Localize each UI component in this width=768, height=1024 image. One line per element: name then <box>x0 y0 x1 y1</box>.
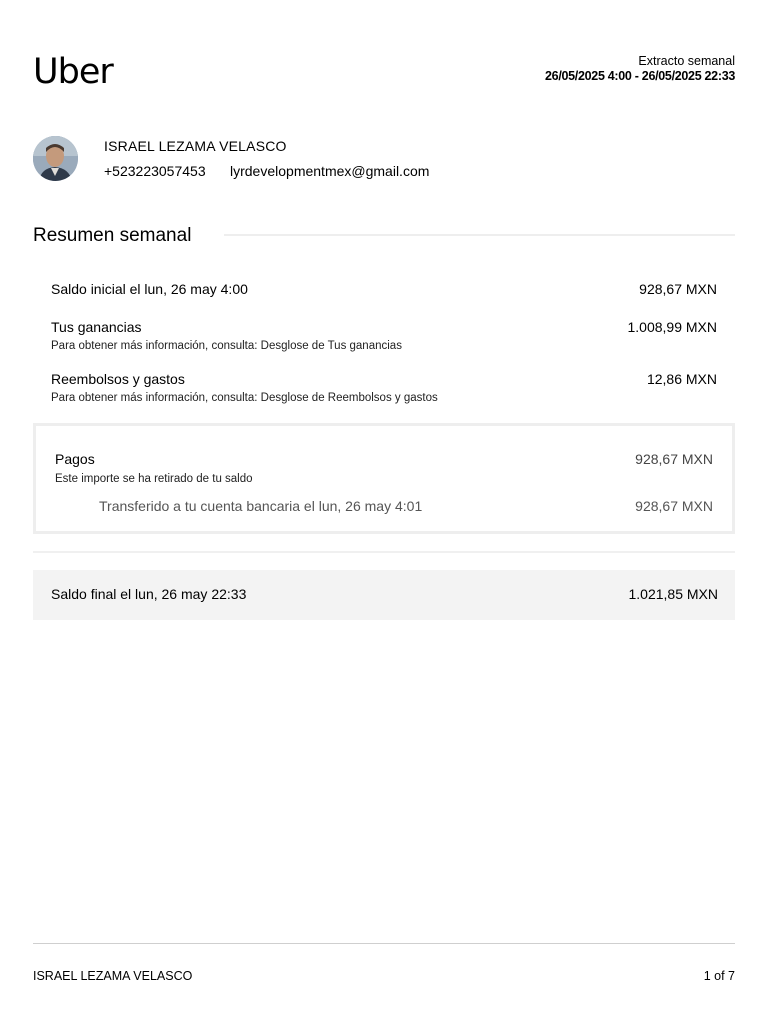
refunds-label: Reembolsos y gastos <box>51 371 185 387</box>
payouts-box <box>33 423 735 534</box>
section-title: Resumen semanal <box>33 225 192 246</box>
earnings-label: Tus ganancias <box>51 319 142 335</box>
payouts-sub: Este importe se ha retirado de tu saldo <box>55 473 253 485</box>
avatar-photo-icon <box>33 136 78 181</box>
opening-balance-label: Saldo inicial el lun, 26 may 4:00 <box>51 281 248 297</box>
closing-balance-row <box>33 570 735 620</box>
earnings-value: 1.008,99 MXN <box>627 319 717 335</box>
avatar <box>33 136 78 181</box>
driver-phone: +523223057453 <box>104 163 206 179</box>
refunds-value: 12,86 MXN <box>646 371 717 387</box>
payouts-value: 928,67 MXN <box>635 451 713 467</box>
footer-name: ISRAEL LEZAMA VELASCO <box>33 969 193 983</box>
opening-balance-value: 928,67 MXN <box>639 281 717 297</box>
statement-label: Extracto semanal <box>638 54 735 68</box>
divider <box>33 551 735 553</box>
statement-range: 26/05/2025 4:00 - 26/05/2025 22:33 <box>545 69 735 83</box>
transfer-label: Transferido a tu cuenta bancaria el lun, 26 may 4:01 <box>99 498 423 514</box>
page-number: 1 of 7 <box>703 969 735 983</box>
footer-rule <box>33 943 735 944</box>
earnings-sub: Para obtener más información, consulta: Desglose de Tus ganancias <box>51 340 402 352</box>
statement-period <box>545 54 735 83</box>
payouts-label: Pagos <box>55 451 95 467</box>
transfer-value: 928,67 MXN <box>635 498 713 514</box>
closing-balance-value: 1.021,85 MXN <box>628 586 718 602</box>
driver-name: ISRAEL LEZAMA VELASCO <box>104 138 287 154</box>
refunds-sub: Para obtener más información, consulta: Desglose de Reembolsos y gastos <box>51 392 438 404</box>
closing-balance-label: Saldo final el lun, 26 may 22:33 <box>51 586 247 602</box>
section-rule <box>224 234 735 236</box>
driver-email: lyrdevelopmentmex@gmail.com <box>230 163 430 179</box>
uber-logo: Uber <box>33 52 113 92</box>
